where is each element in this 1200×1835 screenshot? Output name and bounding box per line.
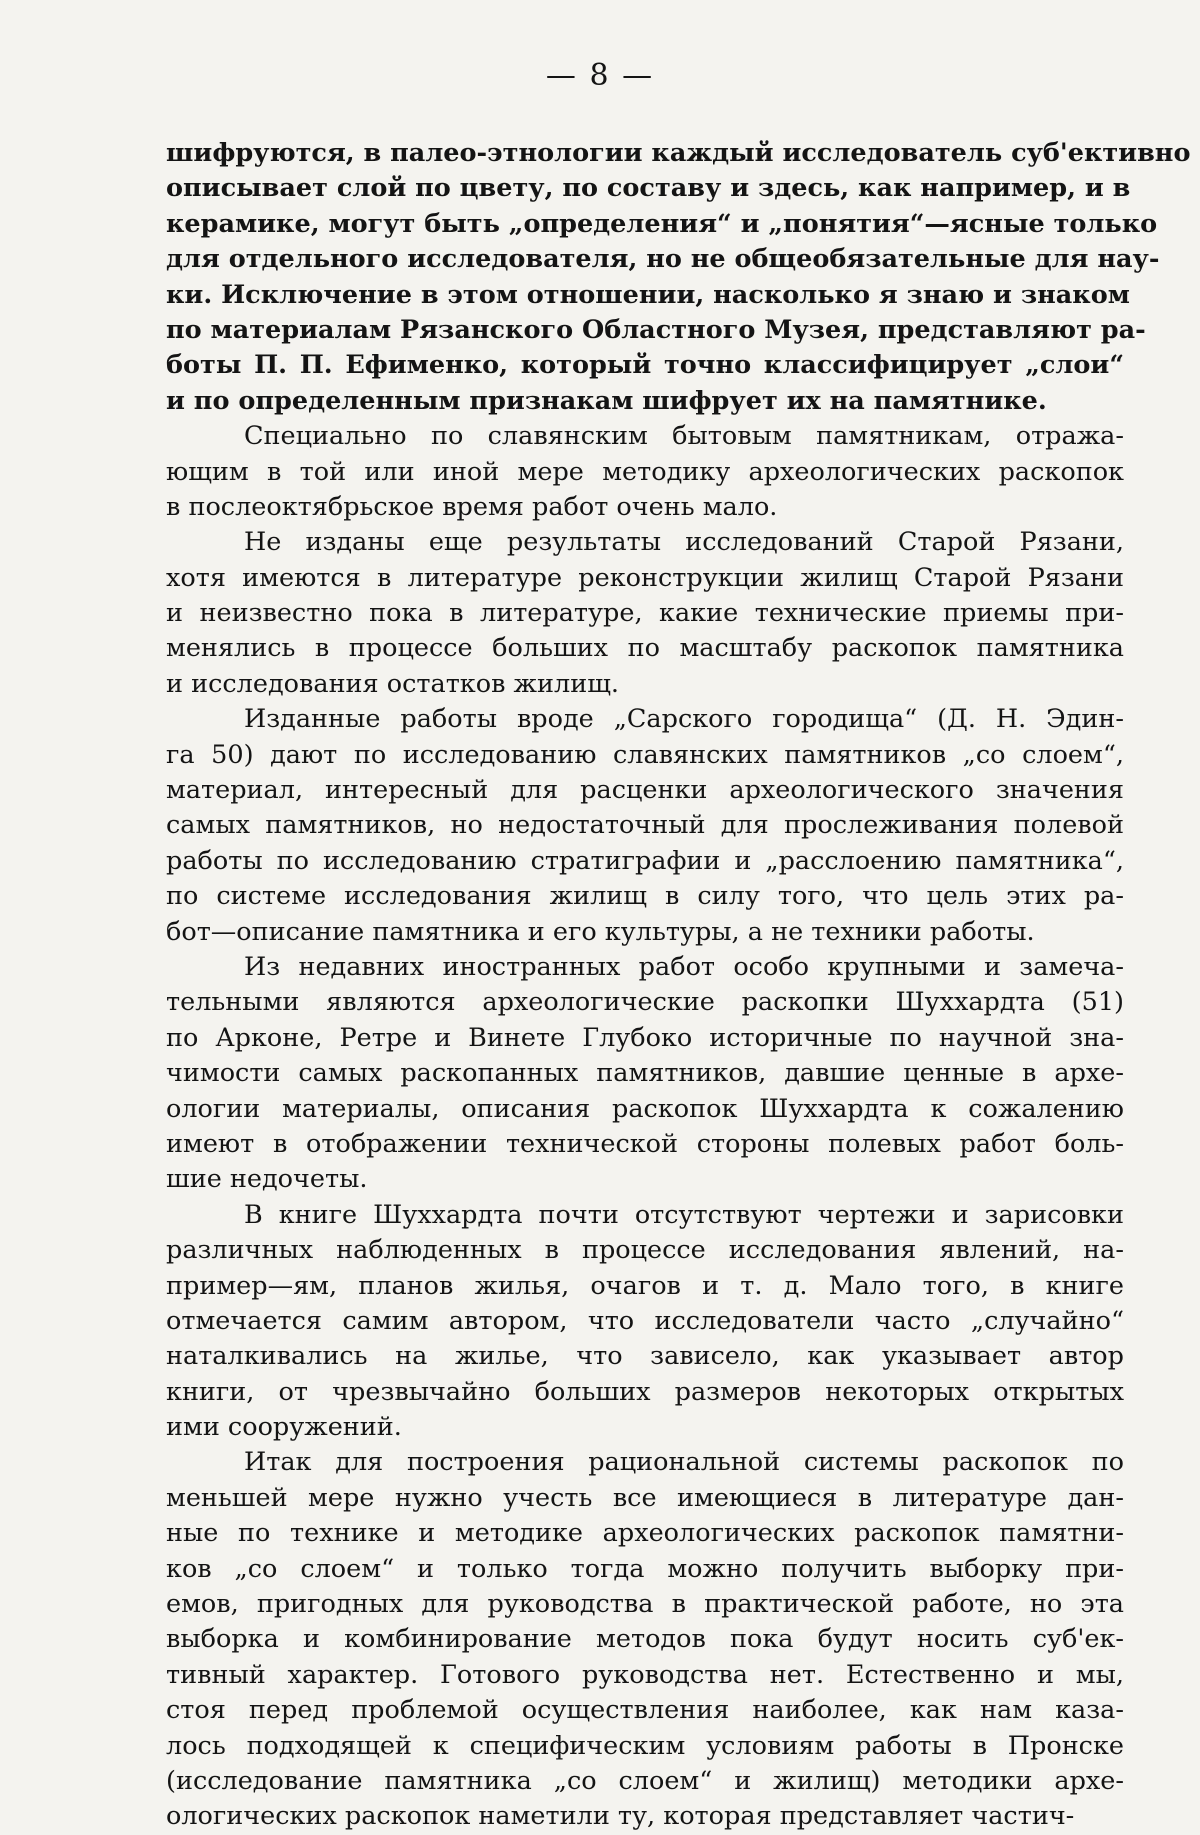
paragraph	[166, 1198, 1124, 1446]
text-line: Из недавних иностранных работ особо крупными и замеча-	[244, 951, 1124, 982]
text-line: для отдельного исследователя, но не общеобязательные для нау-	[166, 244, 1160, 275]
text-line: наталкивались на жилье, что зависело, как указывает автор	[166, 1341, 1124, 1372]
text-line: различных наблюденных в процессе исследования явлений, на-	[166, 1235, 1124, 1266]
text-line: ки. Исключение в этом отношении, насколько я знаю и знаком	[166, 279, 1130, 310]
text-line: книги, от чрезвычайно больших размеров некоторых открытых	[166, 1376, 1124, 1407]
text-line: материал, интересный для расценки археологического значения	[166, 775, 1124, 806]
text-line: лось подходящей к специфическим условиям работы в Пронске	[166, 1730, 1124, 1761]
text-line: Изданные работы вроде „Сарского городища“ (Д. Н. Эдин-	[244, 704, 1124, 735]
text-line: тельными являются археологические раскопки Шуххардта (51)	[166, 987, 1124, 1018]
text-line: емов, пригодных для руководства в практической работе, но эта	[166, 1589, 1124, 1620]
text-line: Не изданы еще результаты исследований Старой Рязани,	[244, 527, 1124, 558]
text-line: ные по технике и методике археологических раскопок памятни-	[166, 1518, 1124, 1549]
text-line: ков „со слоем“ и только тогда можно получить выборку при-	[166, 1553, 1124, 1584]
text-line: бот—описание памятника и его культуры, а не техники работы.	[166, 916, 1035, 947]
text-line: самых памятников, но недостаточный для прослеживания полевой	[166, 810, 1124, 841]
text-line: имеют в отображении технической стороны полевых работ боль-	[166, 1128, 1124, 1159]
paragraph	[166, 1445, 1124, 1834]
text-line: в послеоктябрьское время работ очень мало.	[166, 491, 778, 522]
paragraph	[166, 702, 1124, 950]
text-line: В книге Шуххардта почти отсутствуют чертежи и зарисовки	[244, 1199, 1124, 1230]
text-line: пример—ям, планов жилья, очагов и т. д. Мало того, в книге	[166, 1270, 1124, 1301]
text-line: ологических раскопок наметили ту, которая представляет частич-	[166, 1801, 1075, 1832]
text-line: меньшей мере нужно учесть все имеющиеся в литературе дан-	[166, 1482, 1124, 1513]
text-line: керамике, могут быть „определения“ и „понятия“—ясные только	[166, 208, 1158, 239]
text-line: шие недочеты.	[166, 1164, 368, 1195]
text-line: ологии материалы, описания раскопок Шуххардта к сожалению	[166, 1093, 1124, 1124]
text-line: отмечается самим автором, что исследователи часто „случайно“	[166, 1305, 1124, 1336]
text-line: га 50) дают по исследованию славянских памятников „со слоем“,	[166, 739, 1124, 770]
body-text	[166, 136, 1191, 1835]
text-line: описывает слой по цвету, по составу и здесь, как например, и в	[166, 173, 1131, 204]
text-line: ющим в той или иной мере методику археологических раскопок	[166, 456, 1124, 487]
text-line: тивный характер. Готового руководства нет. Естественно и мы,	[166, 1659, 1124, 1690]
paragraph	[166, 950, 1124, 1198]
text-line: Итак для построения рациональной системы раскопок по	[244, 1447, 1124, 1478]
text-line: чимости самых раскопанных памятников, давшие ценные в архе-	[166, 1058, 1124, 1089]
text-line: по материалам Рязанского Областного Музея, представляют ра-	[166, 314, 1146, 345]
text-line: выборка и комбинирование методов пока будут носить суб'ек-	[166, 1624, 1124, 1655]
text-line: Специально по славянским бытовым памятникам, отража-	[244, 421, 1124, 452]
text-line: и неизвестно пока в литературе, какие технические приемы при-	[166, 598, 1124, 629]
paragraph	[166, 419, 1124, 525]
text-line: и исследования остатков жилищ.	[166, 668, 620, 699]
text-line: и по определенным признакам шифрует их на памятнике.	[166, 385, 1047, 416]
text-line: шифруются, в палео-этнологии каждый исследователь суб'ективно	[166, 138, 1191, 168]
page-number: — 8 —	[545, 58, 655, 93]
text-line: ими сооружений.	[166, 1412, 402, 1443]
text-line: работы по исследованию стратиграфии и „расслоению памятника“,	[166, 845, 1124, 876]
text-line: по Арконе, Ретре и Винете Глубоко историчные по научной зна-	[166, 1022, 1124, 1053]
text-line: боты П. П. Ефименко, который точно классифицирует „слои“	[166, 350, 1124, 381]
text-line: по системе исследования жилищ в силу того, что цель этих ра-	[166, 881, 1124, 912]
paragraph	[166, 136, 1191, 419]
text-line: хотя имеются в литературе реконструкции жилищ Старой Рязани	[166, 562, 1124, 593]
text-line: стоя перед проблемой осуществления наиболее, как нам каза-	[166, 1695, 1124, 1726]
text-line: менялись в процессе больших по масштабу раскопок памятника	[166, 633, 1124, 664]
text-line: (исследование памятника „со слоем“ и жилищ) методики архе-	[166, 1765, 1124, 1796]
paragraph	[166, 525, 1124, 702]
